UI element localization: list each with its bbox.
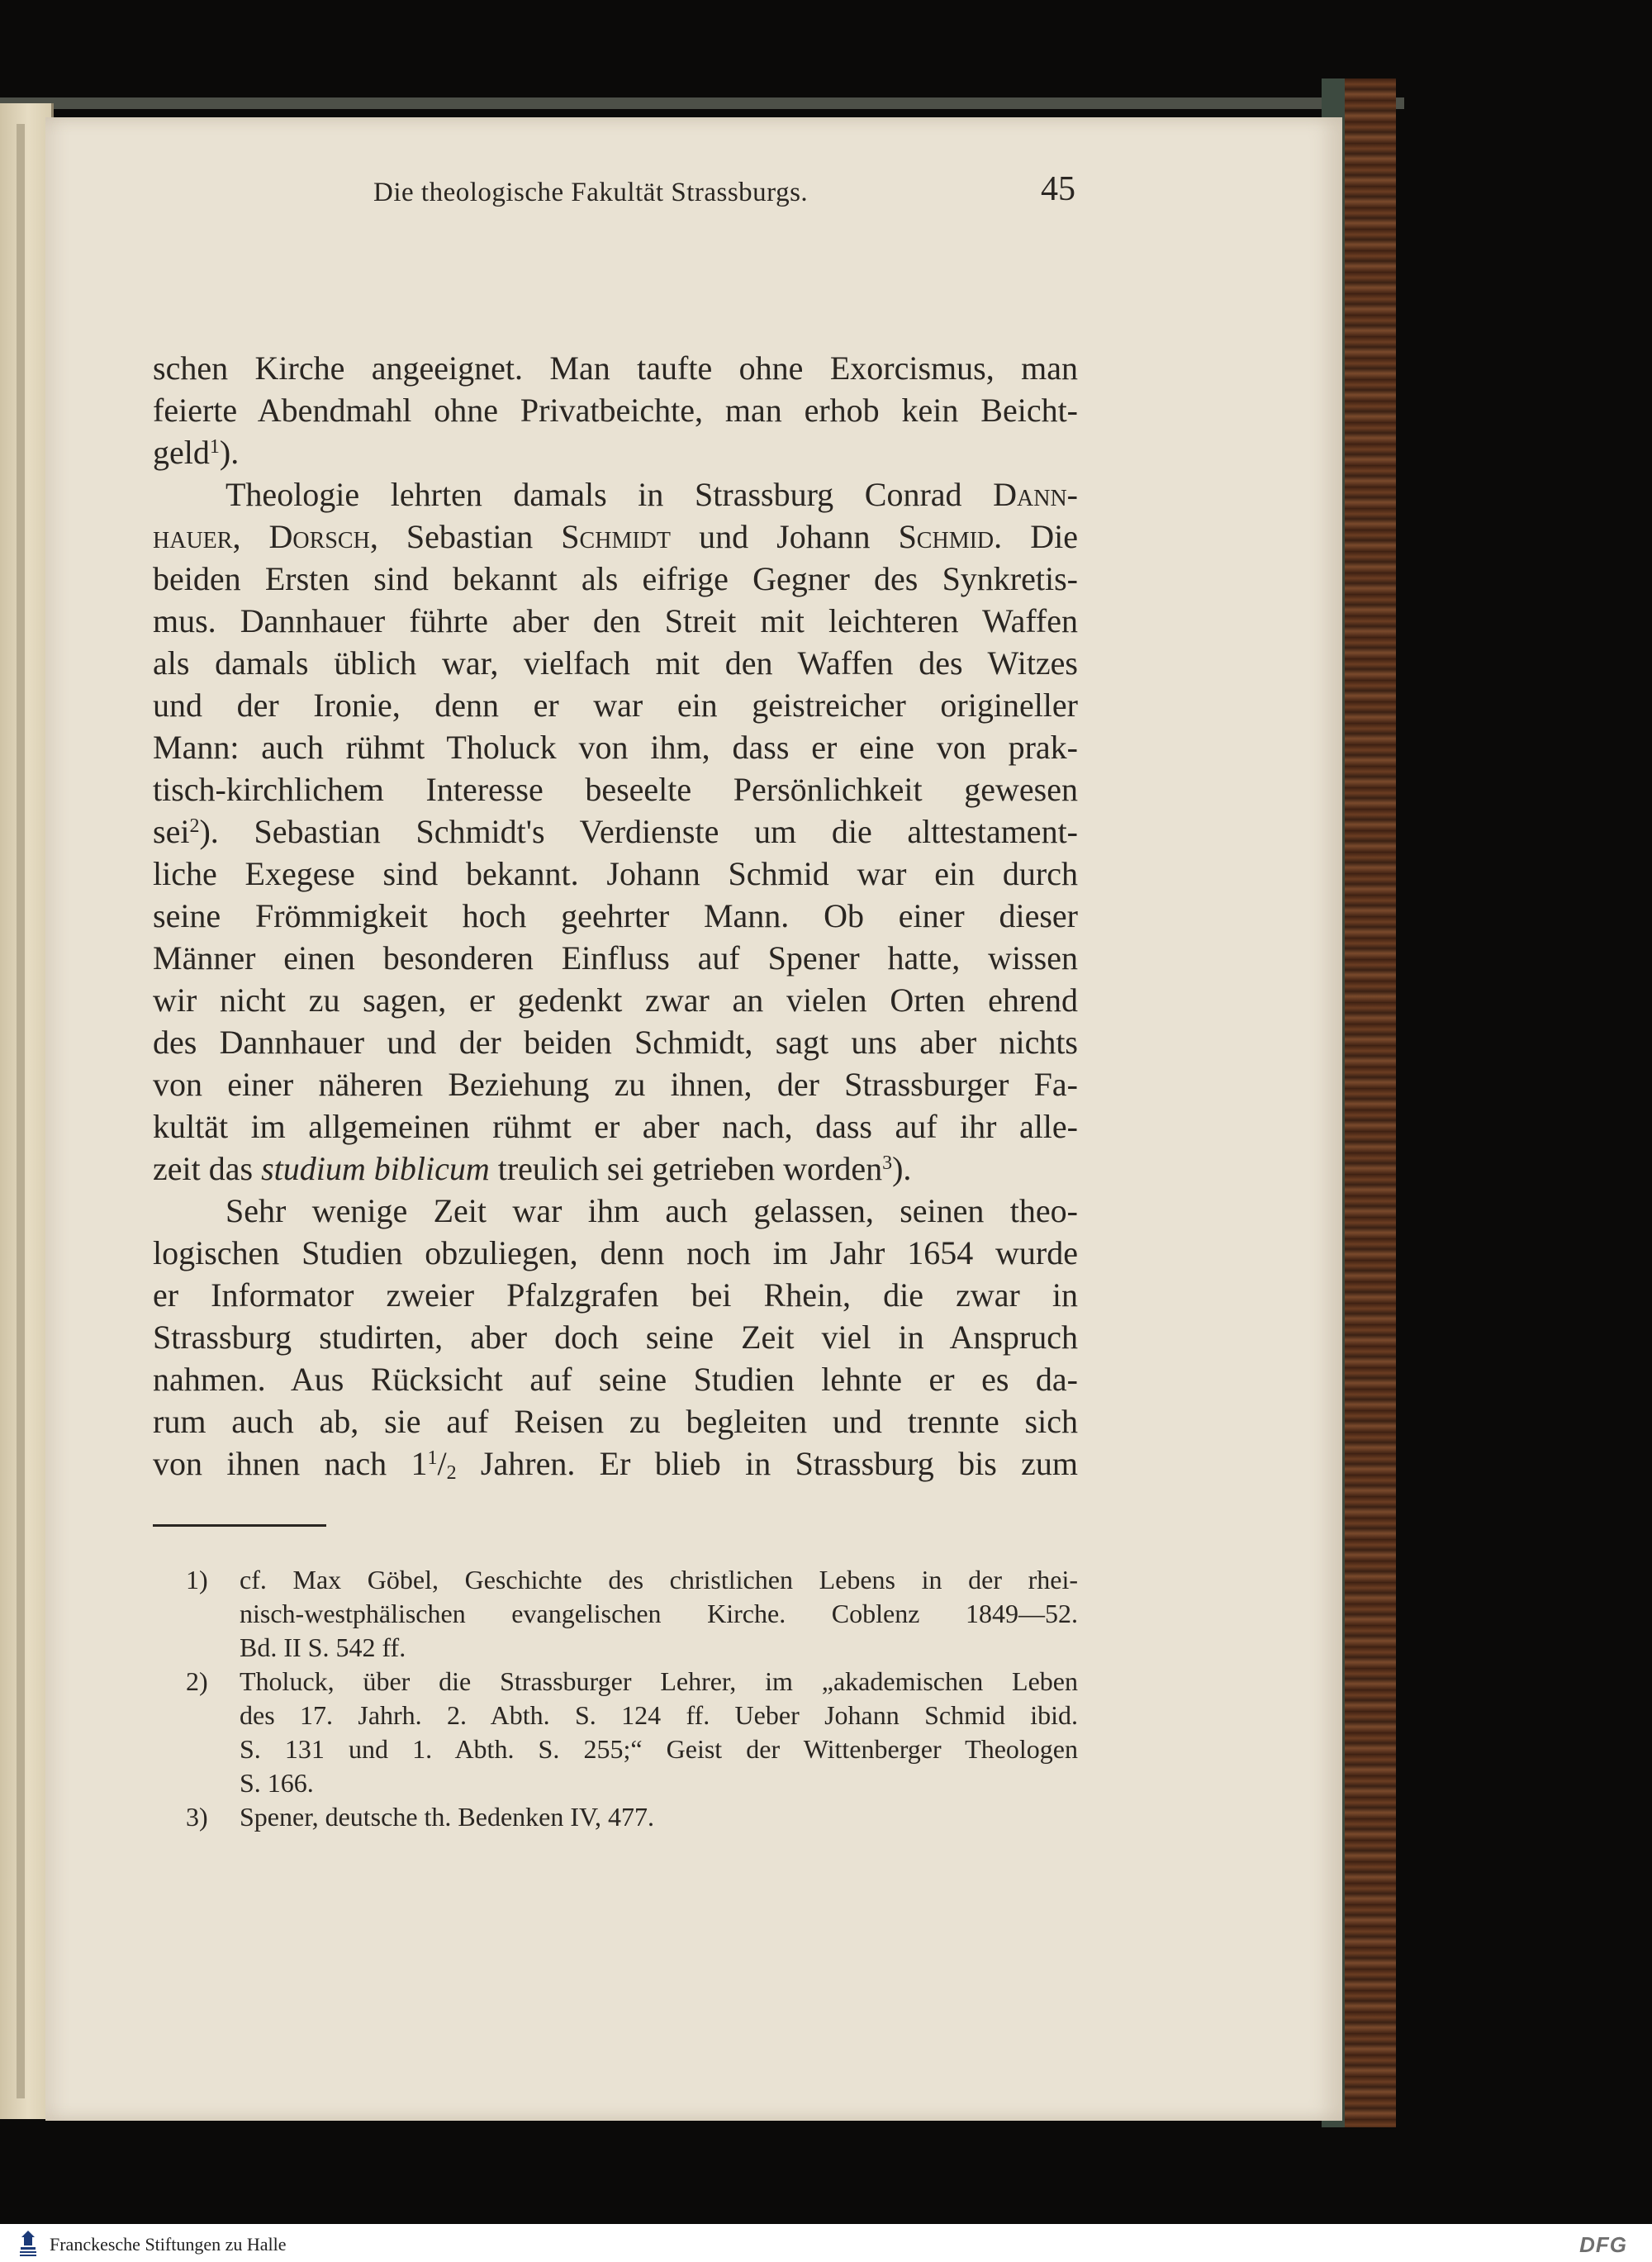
franckesche-stiftungen-logo-icon	[17, 2229, 40, 2257]
footnote-2: 2) Tholuck, über die Strassburger Lehrer, im „akademischen Leben	[186, 1665, 1078, 1699]
text-line: zeit das studium biblicum treulich sei getrieben worden$^3$).	[153, 1150, 912, 1187]
text-line: logischen Studien obzuliegen, denn noch im Jahr 1654 wurde	[153, 1234, 1078, 1271]
text-line: feierte Abendmahl ohne Privatbeichte, man erhob kein Beicht-	[153, 392, 1078, 429]
facing-page-shadow	[17, 124, 25, 2098]
footnote-1: 1) cf. Max Göbel, Geschichte des christlichen Lebens in der rhei-	[186, 1563, 1078, 1597]
footnote-ref: 3	[882, 1152, 893, 1174]
spine-top-edge	[0, 97, 1404, 109]
text-line: Sehr wenige Zeit war ihm auch gelassen, seinen theo-	[225, 1192, 1078, 1229]
footnote-ref: 2	[189, 815, 200, 837]
running-title: Die theologische Fakultät Strassburgs.	[373, 178, 809, 207]
footnote-line: S. 131 und 1. Abth. S. 255;“ Geist der Wittenberger Theologen	[240, 1734, 1078, 1764]
text-line: und der Ironie, denn er war ein geistreicher origineller	[153, 687, 1078, 724]
footnote-line: des 17. Jahrh. 2. Abth. S. 124 ff. Ueber Johann Schmid ibid.	[240, 1700, 1078, 1730]
page-number: 45	[1041, 170, 1075, 208]
institution-name: Franckesche Stiftungen zu Halle	[50, 2234, 287, 2255]
text-line: liche Exegese sind bekannt. Johann Schmid war ein durch	[153, 855, 1078, 892]
text-line: Mann: auch rühmt Tholuck von ihm, dass er eine von prak-	[153, 729, 1078, 766]
page-header	[330, 169, 1074, 227]
text-line: er Informator zweier Pfalzgrafen bei Rhein, die zwar in	[153, 1276, 1078, 1314]
text-line: kultät im allgemeinen rühmt er aber nach, dass auf ihr alle-	[153, 1108, 1078, 1145]
footnotes	[186, 1563, 1078, 1834]
text-line: wir nicht zu sagen, er gedenkt zwar an vielen Orten ehrend	[153, 981, 1078, 1019]
footnote-line: nisch-westphälischen evangelischen Kirche. Coblenz 1849—52.	[240, 1599, 1078, 1628]
text-line: von ihnen nach $1^1/_2$ Jahren. Er blieb in Strassburg bis zum	[153, 1445, 1079, 1484]
text-line: tisch-kirchlichem Interesse beseelte Persönlichkeit gewesen	[153, 771, 1078, 808]
text-line: sei$^2$). Sebastian Schmidt's Verdienste um die alttestament-	[153, 813, 1078, 850]
text-line: Theologie lehrten damals in Strassburg Conrad Dann-	[225, 476, 1078, 513]
text-line: mus. Dannhauer führte aber den Streit mit leichteren Waffen	[153, 602, 1078, 639]
body-text	[153, 347, 1078, 1485]
text-line: seine Frömmigkeit hoch geehrter Mann. Ob einer dieser	[153, 897, 1078, 934]
text-line: geld$^1$).	[153, 434, 240, 471]
text-line: Männer einen besonderen Einfluss auf Spener hatte, wissen	[153, 939, 1078, 977]
footnote-line: S. 166.	[240, 1768, 314, 1798]
text-line: beiden Ersten sind bekannt als eifrige Gegner des Synkretis-	[153, 560, 1078, 597]
text-line: von einer näheren Beziehung zu ihnen, der Strassburger Fa-	[153, 1066, 1078, 1103]
footnote-separator	[153, 1524, 326, 1527]
dfg-logo: DFG	[1579, 2232, 1627, 2257]
footnote-marker: 2)	[186, 1666, 208, 1696]
text-line: als damals üblich war, vielfach mit den Waffen des Witzes	[153, 644, 1078, 682]
footnote-3: 3) Spener, deutsche th. Bedenken IV, 477.	[186, 1800, 1078, 1834]
footnote-marker: 3)	[186, 1802, 208, 1832]
text-line: hauer, Dorsch, Sebastian Schmidt und Johann Schmid. Die	[153, 518, 1078, 555]
footnote-marker: 1)	[186, 1565, 208, 1594]
text-line: nahmen. Aus Rücksicht auf seine Studien lehnte er es da-	[153, 1361, 1078, 1398]
footnote-ref: 1	[209, 435, 220, 458]
text-line: Strassburg studirten, aber doch seine Zeit viel in Anspruch	[153, 1319, 1078, 1356]
text-line: rum auch ab, sie auf Reisen zu begleiten und trennte sich	[153, 1403, 1078, 1440]
text-line: schen Kirche angeeignet. Man taufte ohne Exorcismus, man	[153, 349, 1078, 387]
footnote-line: Bd. II S. 542 ff.	[240, 1632, 406, 1662]
text-line: des Dannhauer und der beiden Schmidt, sagt uns aber nichts	[153, 1024, 1078, 1061]
